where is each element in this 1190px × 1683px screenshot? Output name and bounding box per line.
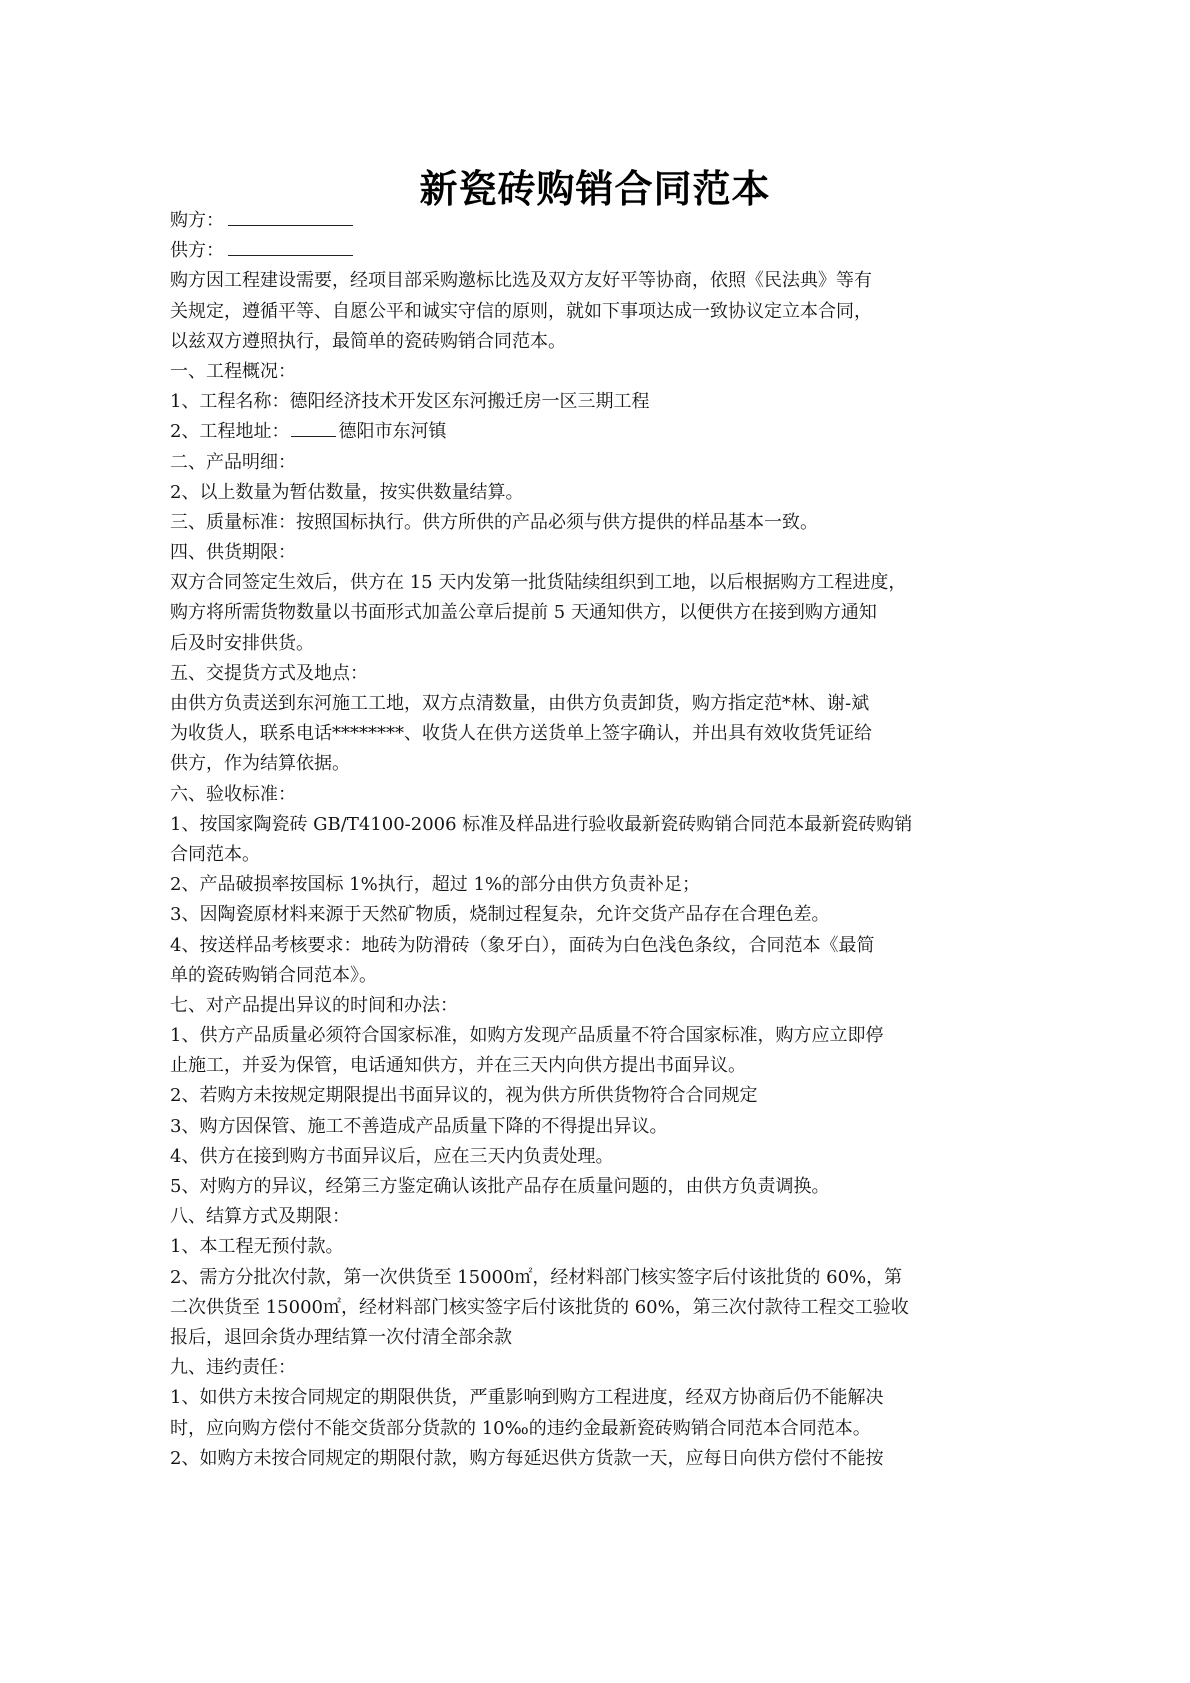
supplier-line: [170, 236, 1030, 266]
clause-line: 4、供方在接到购方书面异议后，应在三天内负责处理。: [170, 1145, 614, 1167]
section-heading: 八、结算方式及期限：: [170, 1206, 350, 1228]
project-address-line: [170, 417, 1030, 447]
section-heading: 五、交提货方式及地点：: [170, 662, 368, 684]
clause-line: 时，应向购方偿付不能交货部分货款的 10‰的违约金最新瓷砖购销合同范本合同范本。: [170, 1417, 871, 1439]
clause-line: 2、如购方未按合同规定的期限付款，购方每延迟供方货款一天，应每日向供方偿付不能按: [170, 1447, 884, 1469]
clause-line: 2、若购方未按规定期限提出书面异议的，视为供方所供货物符合合同规定: [170, 1085, 758, 1107]
clause-line: 购方将所需货物数量以书面形式加盖公章后提前 5 天通知供方，以便供方在接到购方通知: [170, 602, 877, 624]
clause-line: 止施工，并妥为保管，电话通知供方，并在三天内向供方提出书面异议。: [170, 1055, 746, 1077]
supplier-label: 供方：: [170, 240, 224, 262]
intro-paragraph-line: 关规定，遵循平等、自愿公平和诚实守信的原则，就如下事项达成一致协议定立本合同，: [170, 300, 872, 322]
clause-line: 为收货人，联系电话********、收货人在供方送货单上签字确认，并出具有效收货凭证给: [170, 723, 872, 745]
clause-line: 后及时安排供货。: [170, 632, 314, 654]
clause-line: 1、供方产品质量必须符合国家标准，如购方发现产品质量不符合国家标准，购方应立即停: [170, 1025, 884, 1047]
buyer-line: [170, 206, 1030, 236]
clause-line: 供方，作为结算依据。: [170, 753, 350, 775]
buyer-label: 购方：: [170, 210, 224, 231]
address-blank-field: [291, 418, 336, 437]
intro-paragraph-line: 购方因工程建设需要，经项目部采购邀标比选及双方友好平等协商，依照《民法典》等有: [170, 270, 872, 292]
buyer-blank-field: [228, 207, 353, 226]
clause-line: 1、工程名称：德阳经济技术开发区东河搬迁房一区三期工程: [170, 391, 650, 413]
section-heading: 四、供货期限：: [170, 542, 296, 564]
section-heading: 三、质量标准：按照国标执行。供方所供的产品必须与供方提供的样品基本一致。: [170, 511, 818, 533]
section-heading: 二、产品明细：: [170, 451, 296, 473]
clause-line: 3、购方因保管、施工不善造成产品质量下降的不得提出异议。: [170, 1115, 668, 1137]
section-heading: 九、违约责任：: [170, 1357, 296, 1379]
clause-line: 5、对购方的异议，经第三方鉴定确认该批产品存在质量问题的，由供方负责调换。: [170, 1176, 830, 1197]
clause-line: 1、按国家陶瓷砖 GB/T4100-2006 标准及样品进行验收最新瓷砖购销合同范本最新瓷砖购销: [170, 813, 913, 835]
address-label: 2、工程地址：: [170, 421, 290, 443]
clause-line: 双方合同签定生效后，供方在 15 天内发第一批货陆续组织到工地，以后根据购方工程进度，: [170, 572, 907, 594]
clause-line: 1、本工程无预付款。: [170, 1236, 344, 1258]
section-heading: 六、验收标准：: [170, 783, 296, 805]
clause-line: 1、如供方未按合同规定的期限供货，严重影响到购方工程进度，经双方协商后仍不能解决: [170, 1387, 884, 1409]
section-heading: 七、对产品提出异议的时间和办法：: [170, 994, 458, 1016]
clause-line: 合同范本。: [170, 843, 260, 865]
document-body: [170, 206, 1030, 1474]
address-value: 德阳市东河镇: [338, 421, 447, 443]
clause-line: 2、产品破损率按国标 1%执行，超过 1%的部分由供方负责补足；: [170, 874, 701, 896]
clause-line: 2、以上数量为暂估数量，按实供数量结算。: [170, 481, 524, 503]
section-heading: 一、工程概况：: [170, 360, 296, 382]
clause-line: 由供方负责送到东河施工工地，双方点清数量，由供方负责卸货，购方指定范*林、谢-斌: [170, 693, 870, 714]
clause-line: 3、因陶瓷原材料来源于天然矿物质，烧制过程复杂，允许交货产品存在合理色差。: [170, 904, 830, 926]
document-title: 新瓷砖购销合同范本: [419, 167, 771, 211]
clause-line: 报后，退回余货办理结算一次付清全部余款: [170, 1326, 512, 1348]
supplier-blank-field: [228, 237, 353, 256]
clause-line: 2、需方分批次付款，第一次供货至 15000㎡，经材料部门核实签字后付该批货的 60%，第: [170, 1266, 903, 1288]
clause-line: 单的瓷砖购销合同范本》。: [170, 964, 377, 986]
clause-line: 4、按送样品考核要求：地砖为防滑砖（象牙白），面砖为白色浅色条纹，合同范本《最简: [170, 934, 875, 956]
clause-line: 二次供货至 15000㎡，经材料部门核实签字后付该批货的 60%，第三次付款待工程交工验收: [170, 1296, 909, 1318]
intro-paragraph-line: 以兹双方遵照执行，最简单的瓷砖购销合同范本。: [170, 330, 566, 352]
